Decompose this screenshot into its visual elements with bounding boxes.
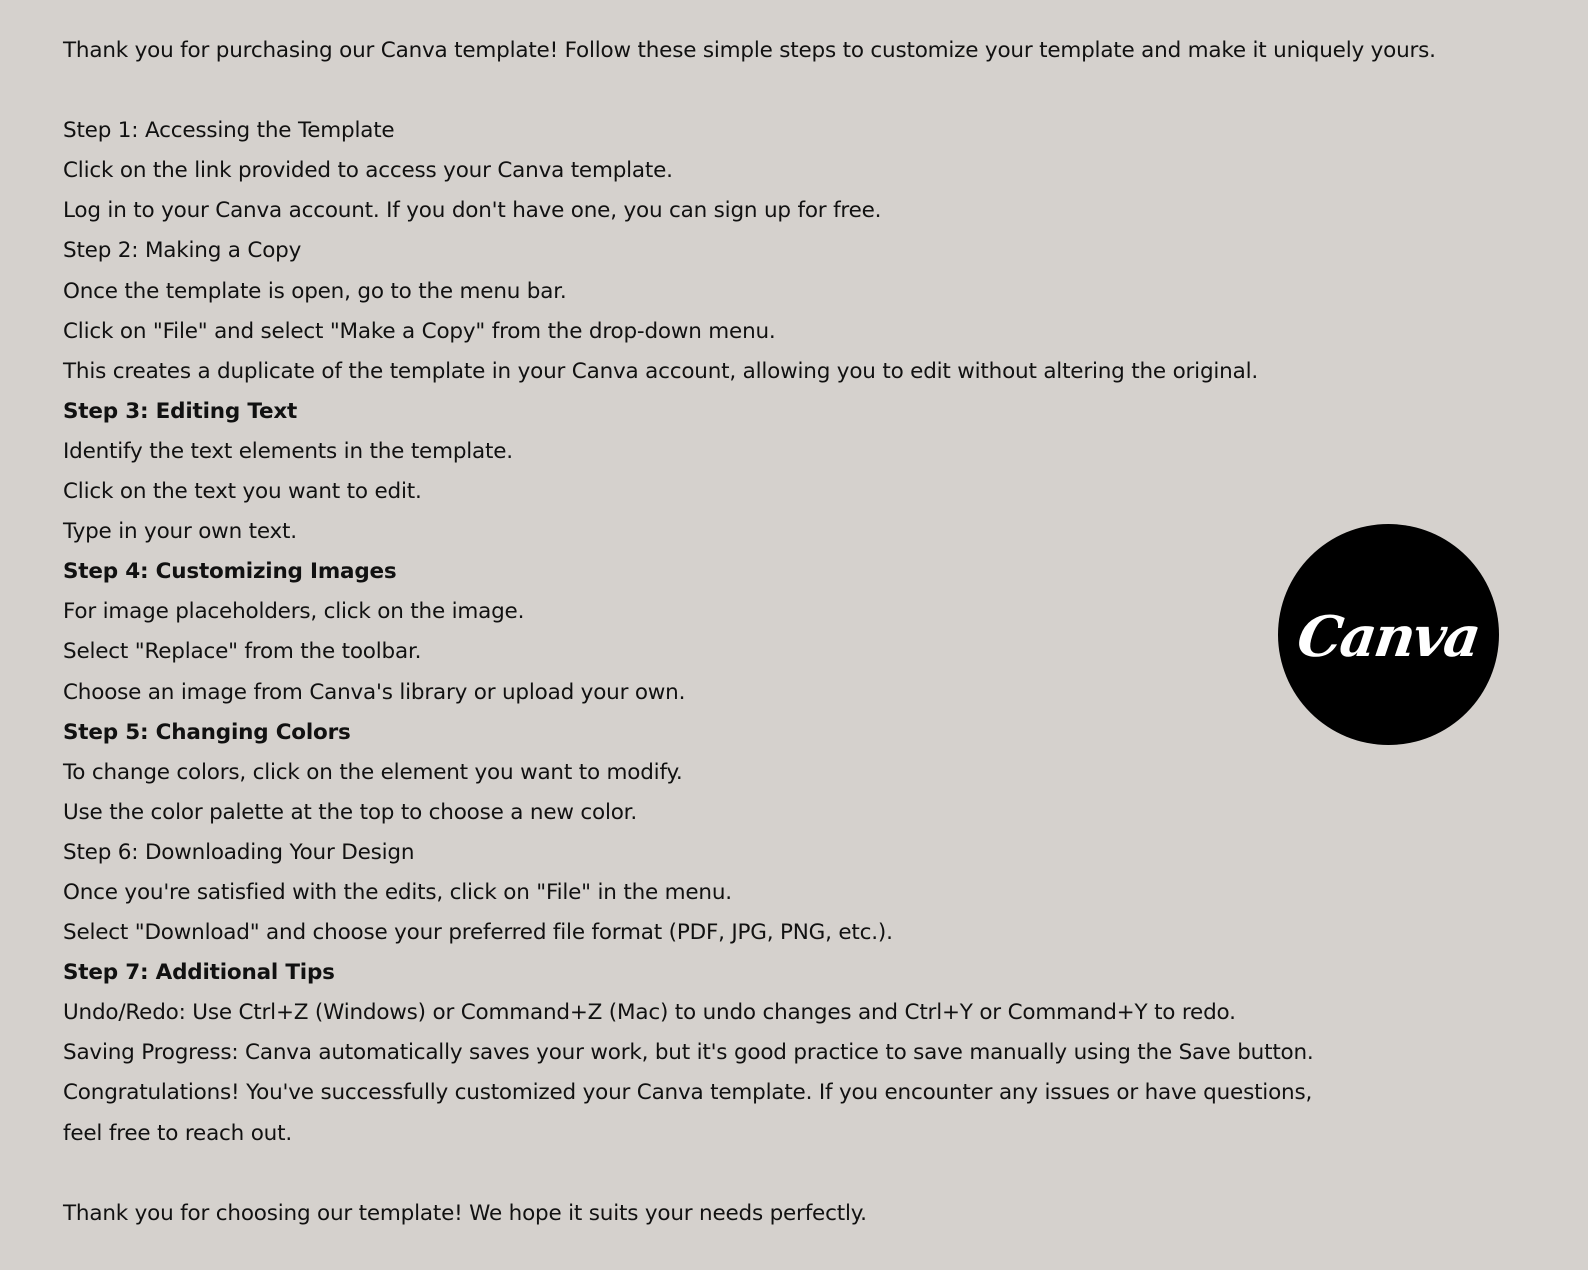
text-line: Use the color palette at the top to choose a new color.: [63, 799, 637, 825]
text-line: This creates a duplicate of the template in your Canva account, allowing you to edit without altering the original.: [63, 358, 1258, 384]
text-line: Thank you for choosing our template! We hope it suits your needs perfectly.: [63, 1200, 867, 1226]
text-line: Select "Replace" from the toolbar.: [63, 639, 422, 665]
text-line: Congratulations! You've successfully customized your Canva template. If you encounter any issues or have questions,: [63, 1080, 1313, 1106]
text-line: Log in to your Canva account. If you don't have one, you can sign up for free.: [63, 198, 882, 224]
text-line: Once you're satisfied with the edits, click on "File" in the menu.: [63, 879, 732, 905]
text-line: Once the template is open, go to the menu bar.: [63, 278, 567, 304]
section-heading: Step 7: Additional Tips: [63, 960, 335, 986]
text-line: Step 6: Downloading Your Design: [63, 839, 415, 865]
text-line: For image placeholders, click on the image.: [63, 599, 525, 625]
text-line: Step 2: Making a Copy: [63, 238, 302, 264]
text-line: Click on "File" and select "Make a Copy" from the drop-down menu.: [63, 318, 776, 344]
text-line: feel free to reach out.: [63, 1120, 292, 1146]
text-line: Click on the text you want to edit.: [63, 479, 422, 505]
text-line: Undo/Redo: Use Ctrl+Z (Windows) or Command+Z (Mac) to undo changes and Ctrl+Y or Command+Y to redo.: [63, 1000, 1236, 1026]
text-line: To change colors, click on the element you want to modify.: [63, 759, 683, 785]
text-line: Identify the text elements in the template.: [63, 438, 513, 464]
section-heading: Step 5: Changing Colors: [63, 719, 351, 745]
text-line: Choose an image from Canva's library or upload your own.: [63, 679, 686, 705]
text-line: Type in your own text.: [63, 519, 297, 545]
text-line: Click on the link provided to access your Canva template.: [63, 158, 673, 184]
canva-logo: [1278, 524, 1499, 745]
section-heading: Step 4: Customizing Images: [63, 559, 397, 585]
blank-line: [63, 71, 1563, 111]
canva-logo-text: Canva: [1293, 603, 1484, 670]
text-line: Select "Download" and choose your preferred file format (PDF, JPG, PNG, etc.).: [63, 920, 893, 946]
text-line: Thank you for purchasing our Canva template! Follow these simple steps to customize your template and make it uniquely yours.: [63, 38, 1436, 63]
section-heading: Step 3: Editing Text: [63, 398, 298, 424]
text-line: Saving Progress: Canva automatically saves your work, but it's good practice to save manually using the Save button.: [63, 1040, 1314, 1066]
blank-line: [63, 1154, 1563, 1194]
text-line: Step 1: Accessing the Template: [63, 118, 395, 144]
